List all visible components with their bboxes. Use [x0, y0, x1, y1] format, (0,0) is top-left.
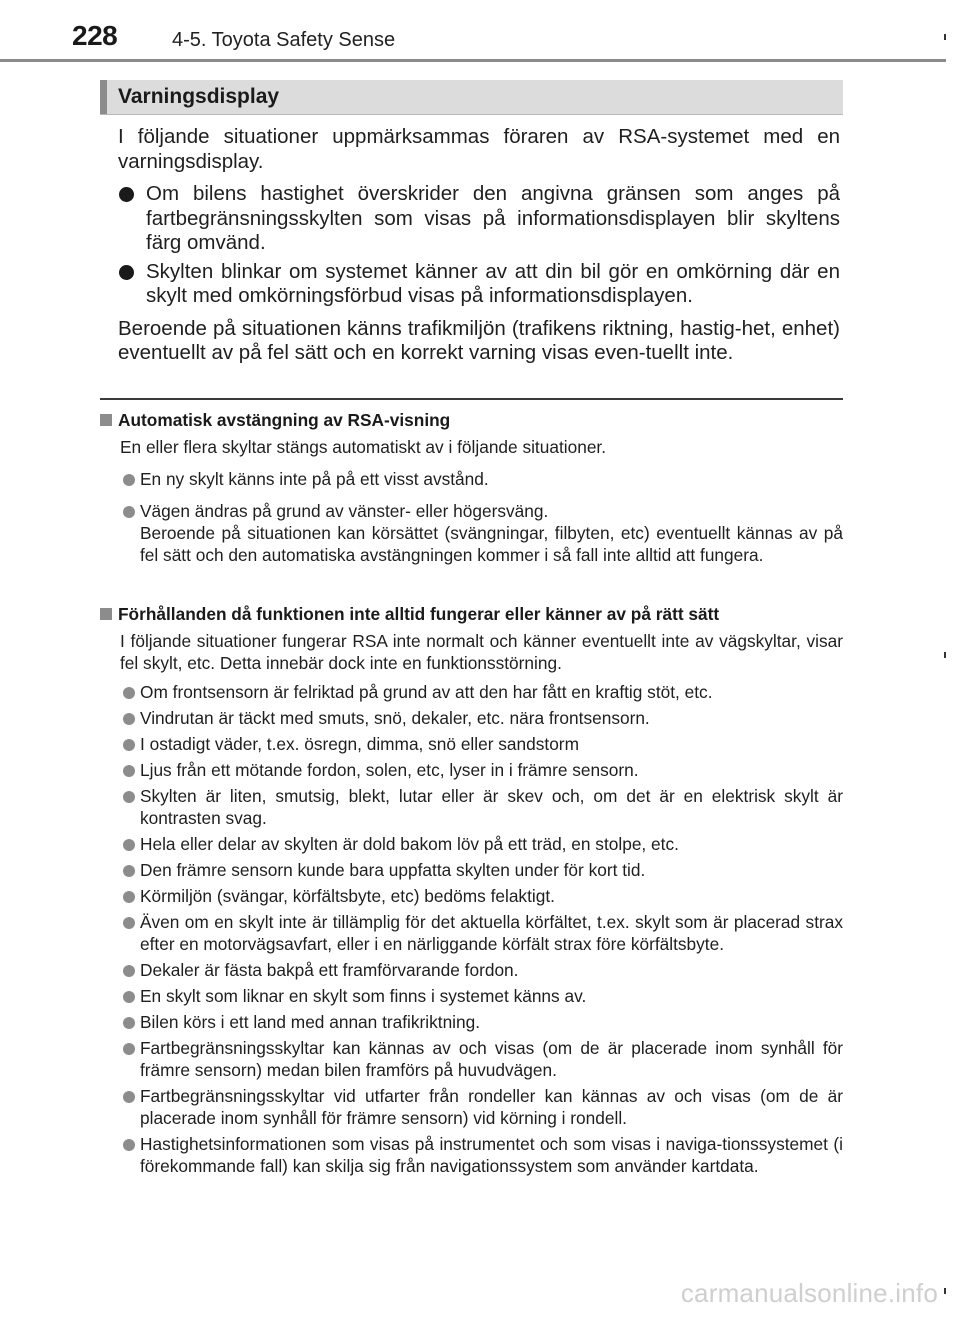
bullet-dot-icon: [123, 891, 135, 903]
list-item: En ny skylt känns inte på på ett visst avstånd.: [100, 468, 843, 490]
conditions-section: [100, 603, 843, 1177]
bullet-dot-icon: [123, 739, 135, 751]
list-item: I ostadigt väder, t.ex. ösregn, dimma, snö eller sandstorm: [100, 733, 843, 755]
crop-mark-top: [944, 34, 946, 40]
page-header: [0, 0, 960, 64]
bullet-dot-icon: [123, 713, 135, 725]
bullet-dot-icon: [123, 474, 135, 486]
list-item: Om frontsensorn är felriktad på grund av att den har fått en kraftig stöt, etc.: [100, 681, 843, 703]
list-item: Fartbegränsningsskyltar vid utfarter från rondeller kan kännas av och visas (om de är placerade inom synhåll för främre sensorn) vid körning i rondell.: [100, 1085, 843, 1129]
site-watermark: carmanualsonline.info: [680, 1278, 938, 1308]
intro-bullet: Skylten blinkar om systemet känner av att din bil gör en omkörning där en skylt med omkörningsförbud visas på informationsdisplayen.: [118, 260, 840, 309]
bullet-dot-icon: [123, 791, 135, 803]
intro-bullet: Om bilens hastighet överskrider den angivna gränsen som anges på fartbegränsningsskylten som visas på informationsdisplayen blir skyltens färg omvänd.: [118, 182, 840, 256]
bullet-dot-icon: [123, 687, 135, 699]
bullet-dot-icon: [123, 839, 135, 851]
list-item: Skylten är liten, smutsig, blekt, lutar eller är skev och, om det är en elektrisk skylt är kontrasten svag.: [100, 785, 843, 829]
intro-closing: Beroende på situationen känns trafikmiljön (trafikens riktning, hastig-het, enhet) eventuellt av på fel sätt och en korrekt varning visas even-tuellt inte.: [118, 316, 840, 364]
list-item: Även om en skylt inte är tillämplig för det aktuella körfältet, t.ex. skylt som är placerad strax efter en motorvägsavfart, eller i en närliggande körfält strax före körfältsbyte.: [100, 911, 843, 955]
list-item: Hastighetsinformationen som visas på instrumentet och som visas i naviga-tionssystemet (i förekommande fall) kan skilja sig från navigationssystem som använder kartdata.: [100, 1133, 843, 1177]
header-rule: [0, 59, 946, 62]
list-item: En skylt som liknar en skylt som finns i systemet känns av.: [100, 985, 843, 1007]
chapter-title: 4-5. Toyota Safety Sense: [172, 29, 396, 51]
conditions-heading: Förhållanden då funktionen inte alltid fungerar eller känner av på rätt sätt: [100, 603, 843, 625]
section-bar-accent: [100, 80, 107, 114]
list-item: Körmiljön (svängar, körfältsbyte, etc) bedöms felaktigt.: [100, 885, 843, 907]
square-bullet-icon: [100, 414, 112, 426]
list-item: Vindrutan är täckt med smuts, snö, dekaler, etc. nära frontsensorn.: [100, 707, 843, 729]
bullet-dot-icon: [123, 865, 135, 877]
square-bullet-icon: [100, 608, 112, 620]
section-heading-bar: [100, 80, 843, 115]
list-item: Vägen ändras på grund av vänster- eller högersväng.: [100, 500, 843, 522]
conditions-text: I följande situationer fungerar RSA inte normalt och känner eventuellt inte av vägskyltar, visar fel skylt, etc. Detta innebär dock inte en funktionsstörning.: [120, 631, 843, 673]
auto-off-section: [100, 409, 843, 566]
crop-mark-mid: [944, 652, 946, 658]
list-item: Den främre sensorn kunde bara uppfatta skylten under för kort tid.: [100, 859, 843, 881]
bullet-dot-icon: [123, 991, 135, 1003]
auto-off-heading: Automatisk avstängning av RSA-visning: [100, 409, 843, 431]
list-item: Ljus från ett mötande fordon, solen, etc, lyser in i främre sensorn.: [100, 759, 843, 781]
bullet-dot-icon: [119, 187, 134, 202]
section-divider: [100, 398, 843, 400]
auto-off-note: Beroende på situationen kan körsättet (svängningar, filbyten, etc) eventuellt kännas av på fel sätt och den automatiska avstängningen kommer i så fall inte alltid att fungera.: [140, 523, 843, 565]
bullet-dot-icon: [123, 917, 135, 929]
bullet-dot-icon: [123, 1017, 135, 1029]
bullet-dot-icon: [123, 965, 135, 977]
bullet-dot-icon: [123, 1091, 135, 1103]
auto-off-text: En eller flera skyltar stängs automatiskt av i följande situationer.: [120, 437, 607, 457]
conditions-list: [100, 681, 843, 1177]
list-item: Hela eller delar av skylten är dold bakom löv på ett träd, en stolpe, etc.: [100, 833, 843, 855]
bullet-dot-icon: [123, 765, 135, 777]
bullet-dot-icon: [123, 506, 135, 518]
page-number: 228: [72, 20, 118, 51]
section-title: Varningsdisplay: [118, 85, 280, 108]
crop-mark-bottom: [944, 1288, 946, 1294]
list-item: Bilen körs i ett land med annan trafikriktning.: [100, 1011, 843, 1033]
intro-block: [118, 125, 840, 366]
list-item: Fartbegränsningsskyltar kan kännas av och visas (om de är placerade inom synhåll för främre sensorn) medan bilen framförs på huvudvägen.: [100, 1037, 843, 1081]
bullet-dot-icon: [123, 1043, 135, 1055]
intro-lead: I följande situationer uppmärksammas föraren av RSA-systemet med en varningsdisplay.: [118, 125, 840, 173]
bullet-dot-icon: [123, 1139, 135, 1151]
list-item: Dekaler är fästa bakpå ett framförvarande fordon.: [100, 959, 843, 981]
bullet-dot-icon: [119, 265, 134, 280]
